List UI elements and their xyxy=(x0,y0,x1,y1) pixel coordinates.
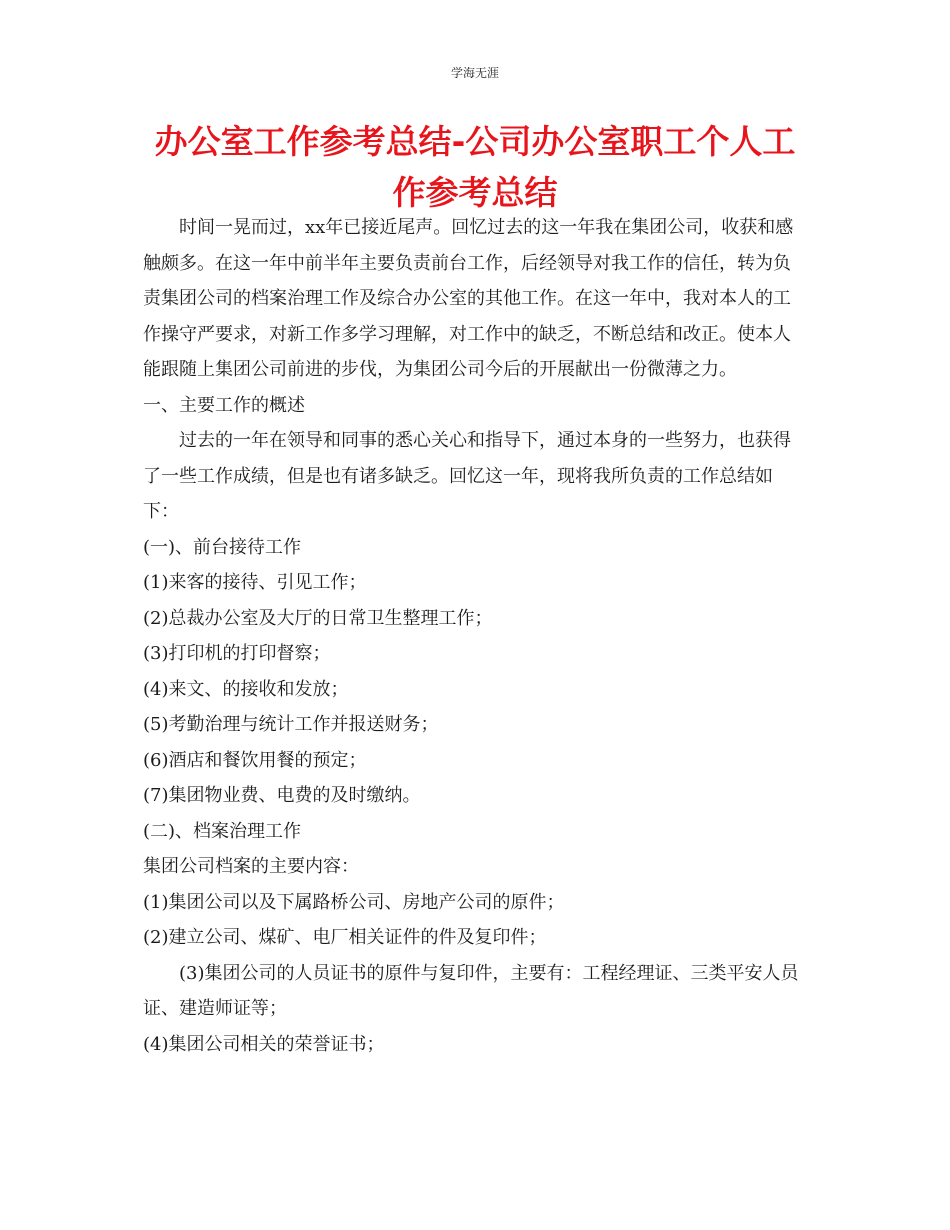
list-item: (4)集团公司相关的荣誉证书； xyxy=(143,1033,385,1055)
list-intro: 集团公司档案的主要内容： xyxy=(143,856,359,877)
list-item: (2)总裁办公室及大厅的日常卫生整理工作； xyxy=(143,607,493,629)
intro-paragraph: 时间一晃而过，xx年已接近尾声。回忆过去的这一年我在集团公司，收获和感触颇多。在这一年中前半年主要负责前台工作，后经领导对我工作的信任，转为负责集团公司的档案治理工作及综合办公室的其他工作。在这一年中，我对本人的工作操守严要求，对新工作多学习理解，对工作中的缺乏，不断总结和改正。使本人能跟随上集团公司前进的步伐，为集团公司今后的开展献出一份微薄之力。 xyxy=(143,217,794,380)
list-item: (5)考勤治理与统计工作并报送财务； xyxy=(143,714,439,735)
list-item: (3)集团公司的人员证书的原件与复印件，主要有：工程经理证、三类平安人员证、建造师证等； xyxy=(143,962,799,1019)
list-item: (1)来客的接待、引见工作； xyxy=(143,572,367,593)
list-item: (7)集团物业费、电费的及时缴纳。 xyxy=(143,785,421,806)
list-item: (1)集团公司以及下属路桥公司、房地产公司的原件； xyxy=(143,891,565,913)
page-header: 学海无涯 xyxy=(450,66,499,80)
section-heading: 一、主要工作的概述 xyxy=(143,394,305,416)
document-title: 办公室工作参考总结-公司办公室职工个人工作参考总结 xyxy=(154,122,796,212)
document-body xyxy=(143,210,807,1062)
list-item: (3)打印机的打印督察； xyxy=(143,643,331,664)
list-item: (2)建立公司、煤矿、电厂相关证件的件及复印件； xyxy=(143,927,547,948)
list-item: (6)酒店和餐饮用餐的预定； xyxy=(143,749,367,771)
subsection-heading: (二)、档案治理工作 xyxy=(143,820,302,842)
section-paragraph: 过去的一年在领导和同事的悉心关心和指导下，通过本身的一些努力，也获得了一些工作成绩，但是也有诸多缺乏。回忆这一年，现将我所负责的工作总结如下： xyxy=(143,430,791,522)
subsection-heading: (一)、前台接待工作 xyxy=(143,536,302,558)
list-item: (4)来文、的接收和发放； xyxy=(143,678,349,700)
